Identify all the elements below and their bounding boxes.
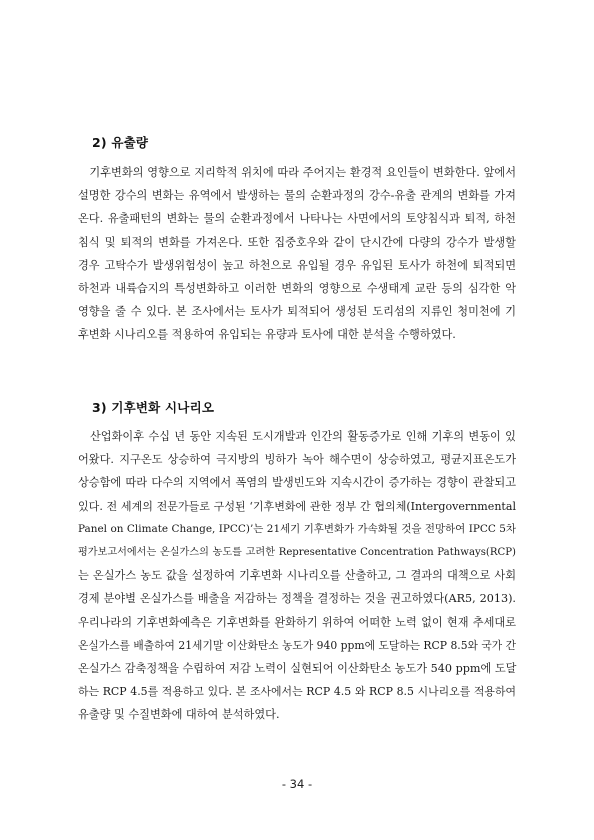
paragraph-line: 는 온실가스 농도 값을 설정하여 기후변화 시나리오를 산출하고, 그 결과의 대책으로 사회 <box>78 569 516 583</box>
paragraph-line: 경우 고탁수가 발생위험성이 높고 하천으로 유입될 경우 유입된 토사가 하천에 퇴적되면 <box>78 258 516 272</box>
paragraph-line: 하천과 내륙습지의 특성변화하고 이러한 변화의 영향으로 수생태계 교란 등의 심각한 악 <box>78 281 516 295</box>
paragraph-line: 어왔다. 지구온도 상승하여 극지방의 빙하가 녹아 해수면이 상승하였고, 평균지표온도가 <box>78 453 516 467</box>
paragraph-line: 하는 RCP 4.5를 적용하고 있다. 본 조사에서는 RCP 4.5 와 RCP 8.5 시나리오를 적용하여 <box>78 685 516 699</box>
paragraph-line: 평가보고서에서는 온실가스의 농도를 고려한 Representative Concentration Pathways(RCP) <box>78 546 516 558</box>
paragraph-line: 우리나라의 기후변화예측은 기후변화를 완화하기 위하여 어떠한 노력 없이 현재 추세대로 <box>78 615 516 629</box>
page-number: - 34 - <box>281 777 313 791</box>
paragraph-line: 영향을 줄 수 있다. 본 조사에서는 토사가 퇴적되어 생성된 도리섬의 지류인 청미천에 기 <box>78 305 516 319</box>
paragraph-line: 있다. 전 세계의 전문가들로 구성된 ‘기후변화에 관한 정부 간 협의체(Intergovernmental <box>78 499 516 513</box>
paragraph-line: 후변화 시나리오를 적용하여 유입되는 유량과 토사에 대한 분석을 수행하였다. <box>78 328 456 342</box>
paragraph-line: 경제 분야별 온실가스를 배출을 저감하는 정책을 결정하는 것을 권고하였다(AR5, 2013). <box>78 592 516 606</box>
paragraph-climate-scenario <box>78 425 516 726</box>
paragraph-line: 온실가스를 배출하여 21세기말 이산화탄소 농도가 940 ppm에 도달하는 RCP 8.5와 국가 간 <box>78 638 516 652</box>
paragraph-line: 상승함에 따라 다수의 지역에서 폭염의 발생빈도와 지속시간이 증가하는 경향이 관찰되고 <box>78 476 516 490</box>
paragraph-line: 기후변화의 영향으로 지리학적 위치에 따라 주어지는 환경적 요인들이 변화한다. 앞에서 <box>78 166 516 179</box>
paragraph-line: 온실가스 감축정책을 수립하여 저감 노력이 실현되어 이산화탄소 농도가 540 ppm에 도달 <box>78 661 517 675</box>
paragraph-line: Panel on Climate Change, IPCC)’는 21세기 기후변화가 가속화될 것을 전망하여 IPCC 5차 <box>78 522 516 535</box>
paragraph-line: 침식 및 퇴적의 변화를 가져온다. 또한 집중호우와 같이 단시간에 다량의 강수가 발생할 <box>78 235 516 249</box>
section-heading-runoff: 2) 유출량 <box>92 135 149 150</box>
paragraph-line: 산업화이후 수십 년 동안 지속된 도시개발과 인간의 활동증가로 인해 기후의 변동이 있 <box>78 430 516 443</box>
paragraph-runoff <box>78 161 516 347</box>
paragraph-line: 설명한 강수의 변화는 유역에서 발생하는 물의 순환과정의 강수-유출 관계의 변화를 가져 <box>78 189 516 203</box>
paragraph-line: 온다. 유출패턴의 변화는 물의 순환과정에서 나타나는 사면에서의 토양침식과 퇴적, 하천 <box>78 212 516 226</box>
section-heading-climate-scenario: 3) 기후변화 시나리오 <box>92 400 215 415</box>
paragraph-line: 유출량 및 수질변화에 대하여 분석하였다. <box>78 708 280 722</box>
